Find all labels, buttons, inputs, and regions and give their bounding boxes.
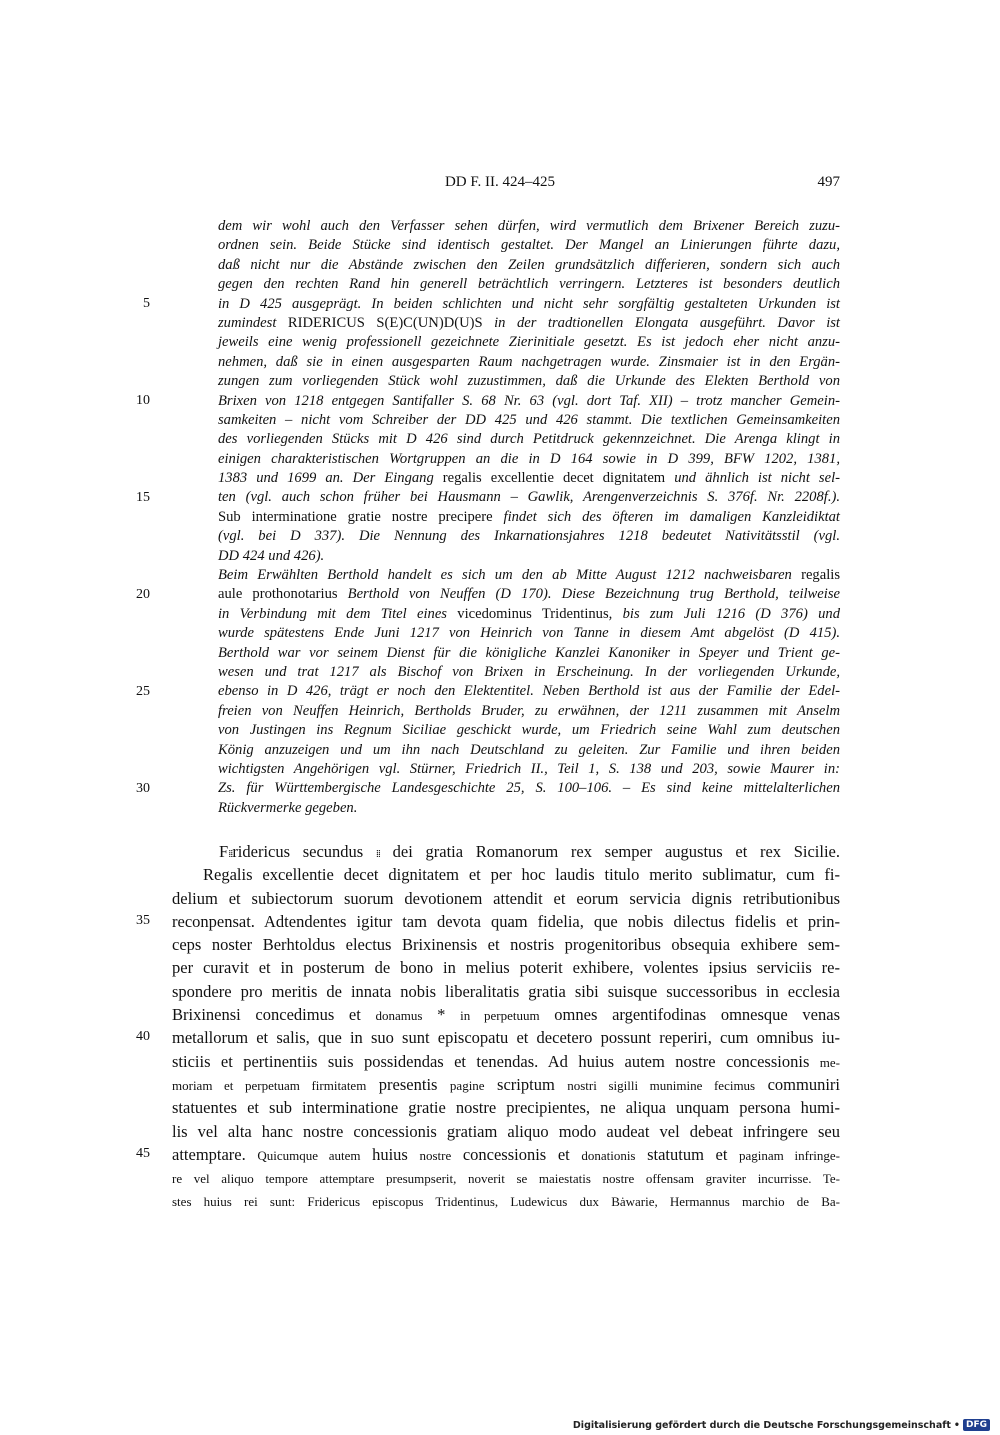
footer-text: Digitalisierung gefördert durch die Deutsche Forschungsgemeinschaft [572,1419,951,1431]
commentary-line [218,624,840,643]
petit-text: Quicumque autem [257,1147,361,1163]
quoted-latin-text: Sub interminatione gratie nostre precipere [218,508,493,525]
petit-text: donationis [581,1147,636,1163]
commentary-text: in D 425 ausgeprägt. In beiden schlichten und nicht sehr sorgfältig gestalteten Urkunden ist [218,295,840,312]
commentary-line [218,295,840,314]
commentary-text: einigen charakteristischen Wortgruppen an die in D 164 sowie in D 399, BFW 1202, 1381, [218,450,840,467]
commentary-text: wurde spätestens Ende Juni 1217 von Heinrich von Tanne in diesem Amt abgelöst (D 415). [218,625,840,642]
commentary-text: (vgl. bei D 337). Die Nennung des Inkarnationsjahres 1218 bedeutet Nativitätsstil (vgl. [218,528,840,545]
commentary-text: findet sich des öfteren im damaligen Kanzleidiktat [492,508,840,525]
charter-line [172,1050,840,1073]
charter-text: metallorum et salis, que in suo sunt episcopatu et decetero possunt reperiri, cum omnibus iu- [172,1028,840,1048]
charter-line [172,840,840,863]
commentary-line [218,741,840,760]
commentary-line [218,547,840,566]
commentary-text: wichtigsten Angehörigen vgl. Stürner, Friedrich II., Teil 1, S. 138 und 203, sowie Maurer in: [218,760,840,777]
commentary-text: daß nicht nur die Abstände zwischen den Zeilen grundsätzlich differieren, sondern sich auch [218,256,840,273]
charter-text: Brixinensi concedimus et [172,1005,376,1025]
commentary-line [218,799,840,818]
commentary-text: Brixen von 1218 entgegen Santifaller S. 68 Nr. 63 (vgl. dort Taf. XII) – trotz mancher Gemein- [218,392,840,409]
commentary-block [218,217,840,818]
charter-text: huius [360,1144,420,1164]
commentary-line [218,411,840,430]
commentary-line [218,605,840,624]
commentary-line [218,314,840,333]
line-number: 45 [136,1145,150,1161]
quoted-latin-text: regalis [801,567,840,584]
charter-text: presentis [366,1074,450,1094]
commentary-line [218,430,840,449]
commentary-text: ten (vgl. auch schon früher bei Hausmann – Gawlik, Arengenverzeichnis S. 376f. Nr. 2208f.). [218,489,840,506]
charter-text: scriptum [484,1074,568,1094]
commentary-text: Rückvermerke gegeben. [218,799,358,816]
commentary-line [218,721,840,740]
commentary-text: Beim Erwählten Berthold handelt es sich um den ab Mitte August 1212 nachweisbaren [218,567,802,584]
charter-text: statuentes et sub interminatione gratie nostre precipientes, ne aliqua unquam persona humi- [172,1098,840,1118]
charter-line [172,1166,840,1189]
footer-bullet: • [953,1419,960,1431]
commentary-line [218,450,840,469]
line-number: 15 [136,489,150,505]
commentary-text: des vorliegenden Stücks mit D 426 sind durch Petitdruck gekennzeichnet. Die Arenga klingt in [218,431,840,448]
commentary-text: freien von Neuffen Heinrich, Bertholds Bruder, zu erwähnen, der 1211 zusammen mit Anselm [218,702,840,719]
charter-text: sticiis et pertinentiis suis possidendas et tenendas. Ad huius autem nostre concessionis [172,1051,820,1071]
petit-text: paginam infringe- [739,1147,840,1163]
petit-text: re vel aliquo tempore attemptare presumpserit, noverit se maiestatis nostre offensam graviter incurrisse. Te- [172,1171,840,1187]
charter-line [172,980,840,1003]
commentary-line [218,372,840,391]
commentary-text: in der tradtionellen Elongata ausgeführt. Davor ist [482,314,840,331]
line-number: 20 [136,586,150,602]
charter-line [172,863,840,886]
petit-text: stes huius rei sunt: Fridericus episcopus Tridentinus, Ludewicus dux Bȧwarie, Hermannus marchio de Ba- [172,1194,840,1210]
commentary-text: Berthold von Neuffen (D 170). Diese Bezeichnung trug Berthold, teilweise [337,586,840,603]
elongata-marker: ⁞⁞ [228,848,233,860]
line-number: 35 [136,912,150,928]
petit-text: pagine [449,1077,485,1093]
line-number: 40 [136,1029,150,1045]
commentary-line [218,760,840,779]
charter-text: reconpensat. Adtendentes igitur tam devota quam fidelia, que nobis dilectus fidelis et prin- [172,911,840,931]
charter-line [172,887,840,910]
commentary-line [218,566,840,585]
commentary-text: Zs. für Württembergische Landesgeschichte 25, S. 100–106. – Es sind keine mittelalterlichen [218,780,840,797]
petit-text: nostre [419,1147,452,1163]
charter-line [172,1026,840,1049]
charter-text: ceps noster Berhtoldus electus Brixinensis et nostris progenitoribus obsequia exhibere sem- [172,935,840,955]
commentary-text: ordnen sein. Beide Stücke sind identisch gestaltet. Der Mangel an Linierungen führte dazu, [218,237,840,254]
charter-text: dei gratia Romanorum rex semper augustus et rex Sicilie. [380,842,840,861]
charter-line [172,1096,840,1119]
commentary-line [218,256,840,275]
charter-text: attemptare. [172,1144,258,1164]
charter-text: spondere pro meritis de innata nobis liberalitatis gratia sibi suisque successoribus in ecclesia [172,981,840,1001]
petit-text: nostri sigilli munimine fecimus [567,1077,756,1093]
petit-text: in perpetuum [460,1008,540,1024]
dfg-logo-icon: DFG [963,1419,990,1431]
commentary-line [218,644,840,663]
line-number: 25 [136,683,150,699]
commentary-line [218,275,840,294]
commentary-line [218,779,840,798]
commentary-line [218,469,840,488]
commentary-line [218,663,840,682]
commentary-text: 1383 und 1699 an. Der Eingang [218,470,443,487]
commentary-text: jeweils eine wenig professionell gezeichnete Zierinitiale gesetzt. Es ist jedoch eher nicht anzu- [218,334,840,351]
charter-text: delium et subiectorum suorum devotionem attendit et eorum servicia dignis retributionibus [172,888,840,908]
charter-text: concessionis et [451,1144,582,1164]
commentary-line [218,353,840,372]
charter-text: * [422,1005,461,1025]
commentary-text: wesen und trat 1217 als Bischof von Brixen in Erscheinung. In der vorliegenden Urkunde, [218,663,840,680]
commentary-line [218,488,840,507]
charter-text: Regalis excellentie decet dignitatem et per hoc laudis titulo merito sublimatur, cum fi- [203,865,840,885]
commentary-line [218,236,840,255]
charter-line [172,1143,840,1166]
line-number: 30 [136,780,150,796]
quoted-latin-text: aule prothonotarius [218,586,338,603]
charter-line [172,1189,840,1212]
charter-text: ridericus secundus [232,842,376,861]
charter-line [172,1120,840,1143]
commentary-line [218,527,840,546]
commentary-text: König anzuzeigen und um ihn nach Deutschland zu geleiten. Zur Familie und ihren beiden [218,741,840,758]
commentary-line [218,702,840,721]
page-number: 497 [817,174,840,190]
commentary-text: von Justingen ins Regnum Siciliae geschickt wurde, um Friedrich seine Wahl zum deutschen [218,722,840,739]
digitization-footer [573,1419,990,1431]
commentary-text: Berthold war vor seinem Dienst für die königliche Kanzlei Kanoniker in Speyer und Trient ge- [218,644,840,661]
petit-text: moriam et perpetuam firmitatem [172,1077,367,1093]
petit-text: donamus [375,1008,423,1024]
commentary-text: ebenso in D 426, trägt er noch den Elektentitel. Neben Berthold ist aus der Familie der Edel- [218,683,840,700]
quoted-latin-text: RIDERICUS S(E)C(UN)D(U)S [287,314,483,331]
line-number: 5 [143,295,150,311]
elongata-marker: ⁞⁞ [375,848,380,860]
quoted-latin-text: vicedominus Tridentinus [457,605,609,622]
commentary-text: , bis zum Juli 1216 (D 376) und [608,605,840,622]
charter-line [172,956,840,979]
charter-text-block [172,840,840,1213]
line-number: 10 [136,392,150,408]
charter-text: communiri [755,1074,840,1094]
quoted-latin-text: regalis excellentie decet dignitatem [442,470,666,487]
commentary-text: zumindest [218,314,288,331]
charter-text: omnes argentifodinas omnesque venas [539,1005,840,1025]
commentary-line [218,682,840,701]
commentary-text: samkeiten – nicht vom Schreiber der DD 425 und 426 stammt. Die textlichen Gemeinsamkeiten [218,411,840,428]
commentary-text: gegen den rechten Rand hin generell beträchtlich verringern. Letzteres ist besonders deutlich [218,276,840,293]
commentary-line [218,508,840,527]
charter-text: per curavit et in posterum de bono in melius poterit exhibere, volentes ipsius serviciis re- [172,958,840,978]
charter-text: F [219,842,229,861]
charter-line [172,1073,840,1096]
charter-line [172,1003,840,1026]
commentary-text: DD 424 und 426). [218,547,325,564]
charter-line [172,910,840,933]
commentary-text: nehmen, daß sie in einen ausgesparten Raum nachgetragen wurde. Zinsmaier ist in den Ergän- [218,353,840,370]
commentary-line [218,217,840,236]
commentary-line [218,392,840,411]
petit-text: me- [819,1054,840,1070]
commentary-text: zungen zum vorliegenden Stück wohl zuzustimmen, daß die Urkunde des Elekten Berthold von [218,373,840,390]
charter-text: lis vel alta hanc nostre concessionis gratiam aliquo modo audeat vel debeat infringere seu [172,1121,840,1141]
commentary-line [218,333,840,352]
commentary-line [218,585,840,604]
charter-line [172,933,840,956]
commentary-text: dem wir wohl auch den Verfasser sehen dürfen, wird vermutlich dem Brixener Bereich zuzu- [218,218,840,234]
running-header-title: DD F. II. 424–425 [444,174,556,190]
commentary-text: und ähnlich ist nicht sel- [665,470,840,487]
commentary-text: in Verbindung mit dem Titel eines [218,605,458,622]
charter-text: statutum et [635,1144,740,1164]
